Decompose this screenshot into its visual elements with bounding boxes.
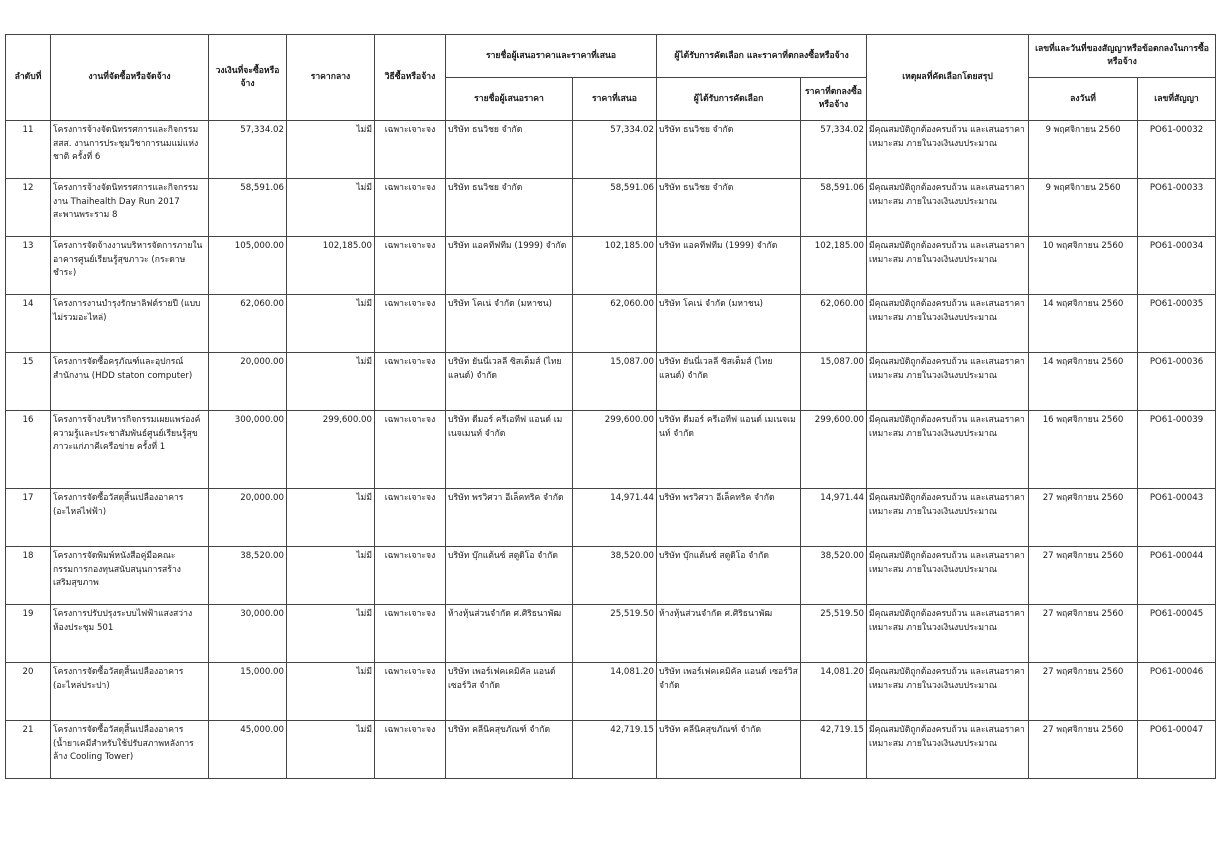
cell-budget: 105,000.00 bbox=[209, 237, 287, 295]
table-row bbox=[6, 411, 1216, 489]
cell-seq: 20 bbox=[6, 663, 51, 721]
cell-agreed: 38,520.00 bbox=[801, 547, 867, 605]
cell-bidder: บริษัท ธนวิชย จำกัด bbox=[446, 179, 573, 237]
cell-seq: 13 bbox=[6, 237, 51, 295]
cell-median: ไม่มี bbox=[287, 547, 375, 605]
cell-median: ไม่มี bbox=[287, 721, 375, 779]
cell-bid: 57,334.02 bbox=[573, 121, 657, 179]
cell-contract: PO61-00043 bbox=[1138, 489, 1216, 547]
header-selected-name: ผู้ได้รับการคัดเลือก bbox=[657, 78, 801, 121]
table-row bbox=[6, 547, 1216, 605]
cell-seq: 21 bbox=[6, 721, 51, 779]
cell-median: ไม่มี bbox=[287, 295, 375, 353]
cell-winner: บริษัท ธนวิชย จำกัด bbox=[657, 179, 801, 237]
table-row bbox=[6, 295, 1216, 353]
cell-contract: PO61-00036 bbox=[1138, 353, 1216, 411]
cell-seq: 11 bbox=[6, 121, 51, 179]
cell-seq: 19 bbox=[6, 605, 51, 663]
cell-reason: มีคุณสมบัติถูกต้องครบถ้วน และเสนอราคาเหมาะสม ภายในวงเงินงบประมาณ bbox=[867, 605, 1029, 663]
cell-contract: PO61-00044 bbox=[1138, 547, 1216, 605]
cell-method: เฉพาะเจาะจง bbox=[375, 663, 446, 721]
cell-winner: บริษัท โคเน่ จำกัด (มหาชน) bbox=[657, 295, 801, 353]
cell-work: โครงการงานบำรุงรักษาลิฟต์รายปี (แบบไม่รวมอะไหล่) bbox=[51, 295, 209, 353]
cell-work: โครงการจัดจ้างงานบริหารจัดการภายในอาคารศูนย์เรียนรู้สุขภาวะ (กระดาษชำระ) bbox=[51, 237, 209, 295]
cell-reason: มีคุณสมบัติถูกต้องครบถ้วน และเสนอราคาเหมาะสม ภายในวงเงินงบประมาณ bbox=[867, 353, 1029, 411]
cell-agreed: 14,081.20 bbox=[801, 663, 867, 721]
cell-agreed: 299,600.00 bbox=[801, 411, 867, 489]
cell-winner: บริษัท บุ๊กแต้นซ์ สตูดิโอ จำกัด bbox=[657, 547, 801, 605]
table-row bbox=[6, 721, 1216, 779]
cell-date: 14 พฤศจิกายน 2560 bbox=[1029, 295, 1138, 353]
table-row bbox=[6, 605, 1216, 663]
cell-bid: 15,087.00 bbox=[573, 353, 657, 411]
header-bidder-name: รายชื่อผู้เสนอราคา bbox=[446, 78, 573, 121]
table-row bbox=[6, 179, 1216, 237]
cell-bid: 14,081.20 bbox=[573, 663, 657, 721]
cell-contract: PO61-00035 bbox=[1138, 295, 1216, 353]
table-row bbox=[6, 237, 1216, 295]
cell-method: เฉพาะเจาะจง bbox=[375, 411, 446, 489]
header-contract-date: ลงวันที่ bbox=[1029, 78, 1138, 121]
cell-reason: มีคุณสมบัติถูกต้องครบถ้วน และเสนอราคาเหมาะสม ภายในวงเงินงบประมาณ bbox=[867, 411, 1029, 489]
cell-date: 9 พฤศจิกายน 2560 bbox=[1029, 121, 1138, 179]
cell-budget: 45,000.00 bbox=[209, 721, 287, 779]
cell-budget: 62,060.00 bbox=[209, 295, 287, 353]
cell-method: เฉพาะเจาะจง bbox=[375, 353, 446, 411]
cell-work: โครงการจัดพิมพ์หนังสือคู่มือคณะกรรมการกองทุนสนับสนุนการสร้างเสริมสุขภาพ bbox=[51, 547, 209, 605]
cell-agreed: 25,519.50 bbox=[801, 605, 867, 663]
cell-seq: 12 bbox=[6, 179, 51, 237]
cell-method: เฉพาะเจาะจง bbox=[375, 179, 446, 237]
cell-agreed: 102,185.00 bbox=[801, 237, 867, 295]
cell-work: โครงการจ้างจัดนิทรรศการและกิจกรรมงาน Thaihealth Day Run 2017 สะพานพระราม 8 bbox=[51, 179, 209, 237]
cell-date: 27 พฤศจิกายน 2560 bbox=[1029, 663, 1138, 721]
cell-bidder: บริษัท เพอร์เฟคเคมิคัล แอนด์ เซอร์วิส จำกัด bbox=[446, 663, 573, 721]
cell-winner: ห้างหุ้นส่วนจำกัด ศ.ศิริธนาพัฒ bbox=[657, 605, 801, 663]
cell-budget: 15,000.00 bbox=[209, 663, 287, 721]
cell-winner: บริษัท คลีนิคสุขภัณฑ์ จำกัด bbox=[657, 721, 801, 779]
cell-work: โครงการจัดซื้อวัสดุสิ้นเปลืองอาคาร (อะไหล่ประปา) bbox=[51, 663, 209, 721]
cell-date: 27 พฤศจิกายน 2560 bbox=[1029, 547, 1138, 605]
table-row bbox=[6, 663, 1216, 721]
cell-method: เฉพาะเจาะจง bbox=[375, 237, 446, 295]
cell-contract: PO61-00045 bbox=[1138, 605, 1216, 663]
cell-bid: 58,591.06 bbox=[573, 179, 657, 237]
cell-contract: PO61-00046 bbox=[1138, 663, 1216, 721]
cell-method: เฉพาะเจาะจง bbox=[375, 605, 446, 663]
cell-budget: 38,520.00 bbox=[209, 547, 287, 605]
table-row bbox=[6, 121, 1216, 179]
cell-winner: บริษัท ธนวิชย จำกัด bbox=[657, 121, 801, 179]
header-seq: ลำดับที่ bbox=[6, 35, 51, 121]
header-median: ราคากลาง bbox=[287, 35, 375, 121]
cell-contract: PO61-00032 bbox=[1138, 121, 1216, 179]
cell-work: โครงการจ้างจัดนิทรรศการและกิจกรรม สสส. งานการประชุมวิชาการนมแม่แห่งชาติ ครั้งที่ 6 bbox=[51, 121, 209, 179]
cell-bidder: บริษัท ดีมอร์ ครีเอทีฟ แอนด์ เมเนจเมนท์ จำกัด bbox=[446, 411, 573, 489]
cell-method: เฉพาะเจาะจง bbox=[375, 121, 446, 179]
cell-median: ไม่มี bbox=[287, 663, 375, 721]
cell-reason: มีคุณสมบัติถูกต้องครบถ้วน และเสนอราคาเหมาะสม ภายในวงเงินงบประมาณ bbox=[867, 179, 1029, 237]
cell-bid: 14,971.44 bbox=[573, 489, 657, 547]
header-reason: เหตุผลที่คัดเลือกโดยสรุป bbox=[867, 35, 1029, 121]
cell-budget: 20,000.00 bbox=[209, 489, 287, 547]
cell-bid: 25,519.50 bbox=[573, 605, 657, 663]
cell-seq: 14 bbox=[6, 295, 51, 353]
cell-contract: PO61-00033 bbox=[1138, 179, 1216, 237]
header-method: วิธีซื้อหรือจ้าง bbox=[375, 35, 446, 121]
header-work: งานที่จัดซื้อหรือจัดจ้าง bbox=[51, 35, 209, 121]
cell-work: โครงการจัดซื้อครุภัณฑ์และอุปกรณ์สำนักงาน (HDD staton computer) bbox=[51, 353, 209, 411]
cell-date: 16 พฤศจิกายน 2560 bbox=[1029, 411, 1138, 489]
header-bid-price: ราคาที่เสนอ bbox=[573, 78, 657, 121]
cell-date: 27 พฤศจิกายน 2560 bbox=[1029, 605, 1138, 663]
cell-seq: 17 bbox=[6, 489, 51, 547]
header-bidders-group: รายชื่อผู้เสนอราคาและราคาที่เสนอ bbox=[446, 35, 657, 78]
cell-reason: มีคุณสมบัติถูกต้องครบถ้วน และเสนอราคาเหมาะสม ภายในวงเงินงบประมาณ bbox=[867, 547, 1029, 605]
cell-date: 14 พฤศจิกายน 2560 bbox=[1029, 353, 1138, 411]
cell-bidder: บริษัท พรวิศวา อีเล็คทริค จำกัด bbox=[446, 489, 573, 547]
cell-median: ไม่มี bbox=[287, 353, 375, 411]
cell-winner: บริษัท พรวิศวา อีเล็คทริค จำกัด bbox=[657, 489, 801, 547]
cell-median: 299,600.00 bbox=[287, 411, 375, 489]
cell-date: 27 พฤศจิกายน 2560 bbox=[1029, 721, 1138, 779]
cell-bidder: บริษัท บุ๊กแต้นซ์ สตูดิโอ จำกัด bbox=[446, 547, 573, 605]
cell-method: เฉพาะเจาะจง bbox=[375, 547, 446, 605]
cell-winner: บริษัท ดีมอร์ ครีเอทีฟ แอนด์ เมเนจเมนท์ จำกัด bbox=[657, 411, 801, 489]
cell-median: ไม่มี bbox=[287, 179, 375, 237]
cell-reason: มีคุณสมบัติถูกต้องครบถ้วน และเสนอราคาเหมาะสม ภายในวงเงินงบประมาณ bbox=[867, 121, 1029, 179]
cell-median: 102,185.00 bbox=[287, 237, 375, 295]
cell-reason: มีคุณสมบัติถูกต้องครบถ้วน และเสนอราคาเหมาะสม ภายในวงเงินงบประมาณ bbox=[867, 489, 1029, 547]
table-row bbox=[6, 489, 1216, 547]
cell-agreed: 57,334.02 bbox=[801, 121, 867, 179]
cell-median: ไม่มี bbox=[287, 121, 375, 179]
cell-bidder: บริษัท โคเน่ จำกัด (มหาชน) bbox=[446, 295, 573, 353]
cell-date: 27 พฤศจิกายน 2560 bbox=[1029, 489, 1138, 547]
procurement-table bbox=[5, 34, 1216, 779]
cell-work: โครงการจ้างบริหารกิจกรรมเผยแพร่องค์ความรู้และประชาสัมพันธ์ศูนย์เรียนรู้สุขภาวะแก่ภาคีเครือข่าย ครั้งที่ 1 bbox=[51, 411, 209, 489]
cell-winner: บริษัท แอคทีฟทีม (1999) จำกัด bbox=[657, 237, 801, 295]
cell-contract: PO61-00034 bbox=[1138, 237, 1216, 295]
cell-reason: มีคุณสมบัติถูกต้องครบถ้วน และเสนอราคาเหมาะสม ภายในวงเงินงบประมาณ bbox=[867, 295, 1029, 353]
cell-bidder: บริษัท ธนวิชย จำกัด bbox=[446, 121, 573, 179]
cell-work: โครงการปรับปรุงระบบไฟฟ้าแสงสว่างห้องประชุม 501 bbox=[51, 605, 209, 663]
cell-agreed: 62,060.00 bbox=[801, 295, 867, 353]
cell-contract: PO61-00039 bbox=[1138, 411, 1216, 489]
cell-bidder: บริษัท ยันนี่เวลลี ซิสเต็มส์ (ไทยแลนด์) จำกัด bbox=[446, 353, 573, 411]
cell-agreed: 14,971.44 bbox=[801, 489, 867, 547]
cell-seq: 15 bbox=[6, 353, 51, 411]
header-selected-group: ผู้ได้รับการคัดเลือก และราคาที่ตกลงซื้อหรือจ้าง bbox=[657, 35, 867, 78]
table-header bbox=[6, 35, 1216, 121]
cell-date: 9 พฤศจิกายน 2560 bbox=[1029, 179, 1138, 237]
cell-agreed: 42,719.15 bbox=[801, 721, 867, 779]
cell-seq: 18 bbox=[6, 547, 51, 605]
cell-budget: 57,334.02 bbox=[209, 121, 287, 179]
cell-budget: 58,591.06 bbox=[209, 179, 287, 237]
cell-seq: 16 bbox=[6, 411, 51, 489]
cell-bidder: ห้างหุ้นส่วนจำกัด ศ.ศิริธนาพัฒ bbox=[446, 605, 573, 663]
header-contract-no: เลขที่สัญญา bbox=[1138, 78, 1216, 121]
cell-reason: มีคุณสมบัติถูกต้องครบถ้วน และเสนอราคาเหมาะสม ภายในวงเงินงบประมาณ bbox=[867, 663, 1029, 721]
cell-bidder: บริษัท แอคทีฟทีม (1999) จำกัด bbox=[446, 237, 573, 295]
cell-contract: PO61-00047 bbox=[1138, 721, 1216, 779]
cell-median: ไม่มี bbox=[287, 489, 375, 547]
cell-bid: 299,600.00 bbox=[573, 411, 657, 489]
cell-work: โครงการจัดซื้อวัสดุสิ้นเปลืองอาคาร (อะไหล่ไฟฟ้า) bbox=[51, 489, 209, 547]
cell-method: เฉพาะเจาะจง bbox=[375, 295, 446, 353]
cell-winner: บริษัท ยันนี่เวลลี ซิสเต็มส์ (ไทยแลนด์) จำกัด bbox=[657, 353, 801, 411]
cell-budget: 30,000.00 bbox=[209, 605, 287, 663]
cell-median: ไม่มี bbox=[287, 605, 375, 663]
header-contract-group: เลขที่และวันที่ของสัญญาหรือข้อตกลงในการซื้อหรือจ้าง bbox=[1029, 35, 1216, 78]
cell-work: โครงการจัดซื้อวัสดุสิ้นเปลืองอาคาร (น้ำยาเคมีสำหรับใช้ปรับสภาพหลังการล้าง Cooling Tower) bbox=[51, 721, 209, 779]
cell-reason: มีคุณสมบัติถูกต้องครบถ้วน และเสนอราคาเหมาะสม ภายในวงเงินงบประมาณ bbox=[867, 237, 1029, 295]
cell-bid: 102,185.00 bbox=[573, 237, 657, 295]
table-row bbox=[6, 353, 1216, 411]
header-agreed-price: ราคาที่ตกลงซื้อหรือจ้าง bbox=[801, 78, 867, 121]
cell-budget: 300,000.00 bbox=[209, 411, 287, 489]
cell-method: เฉพาะเจาะจง bbox=[375, 489, 446, 547]
cell-bidder: บริษัท คลีนิคสุขภัณฑ์ จำกัด bbox=[446, 721, 573, 779]
cell-bid: 38,520.00 bbox=[573, 547, 657, 605]
procurement-table-container bbox=[5, 34, 1216, 779]
cell-agreed: 58,591.06 bbox=[801, 179, 867, 237]
cell-winner: บริษัท เพอร์เฟคเคมิคัล แอนด์ เซอร์วิส จำกัด bbox=[657, 663, 801, 721]
cell-budget: 20,000.00 bbox=[209, 353, 287, 411]
table-body bbox=[6, 121, 1216, 779]
cell-agreed: 15,087.00 bbox=[801, 353, 867, 411]
cell-reason: มีคุณสมบัติถูกต้องครบถ้วน และเสนอราคาเหมาะสม ภายในวงเงินงบประมาณ bbox=[867, 721, 1029, 779]
cell-bid: 62,060.00 bbox=[573, 295, 657, 353]
cell-method: เฉพาะเจาะจง bbox=[375, 721, 446, 779]
header-budget: วงเงินที่จะซื้อหรือจ้าง bbox=[209, 35, 287, 121]
cell-bid: 42,719.15 bbox=[573, 721, 657, 779]
cell-date: 10 พฤศจิกายน 2560 bbox=[1029, 237, 1138, 295]
